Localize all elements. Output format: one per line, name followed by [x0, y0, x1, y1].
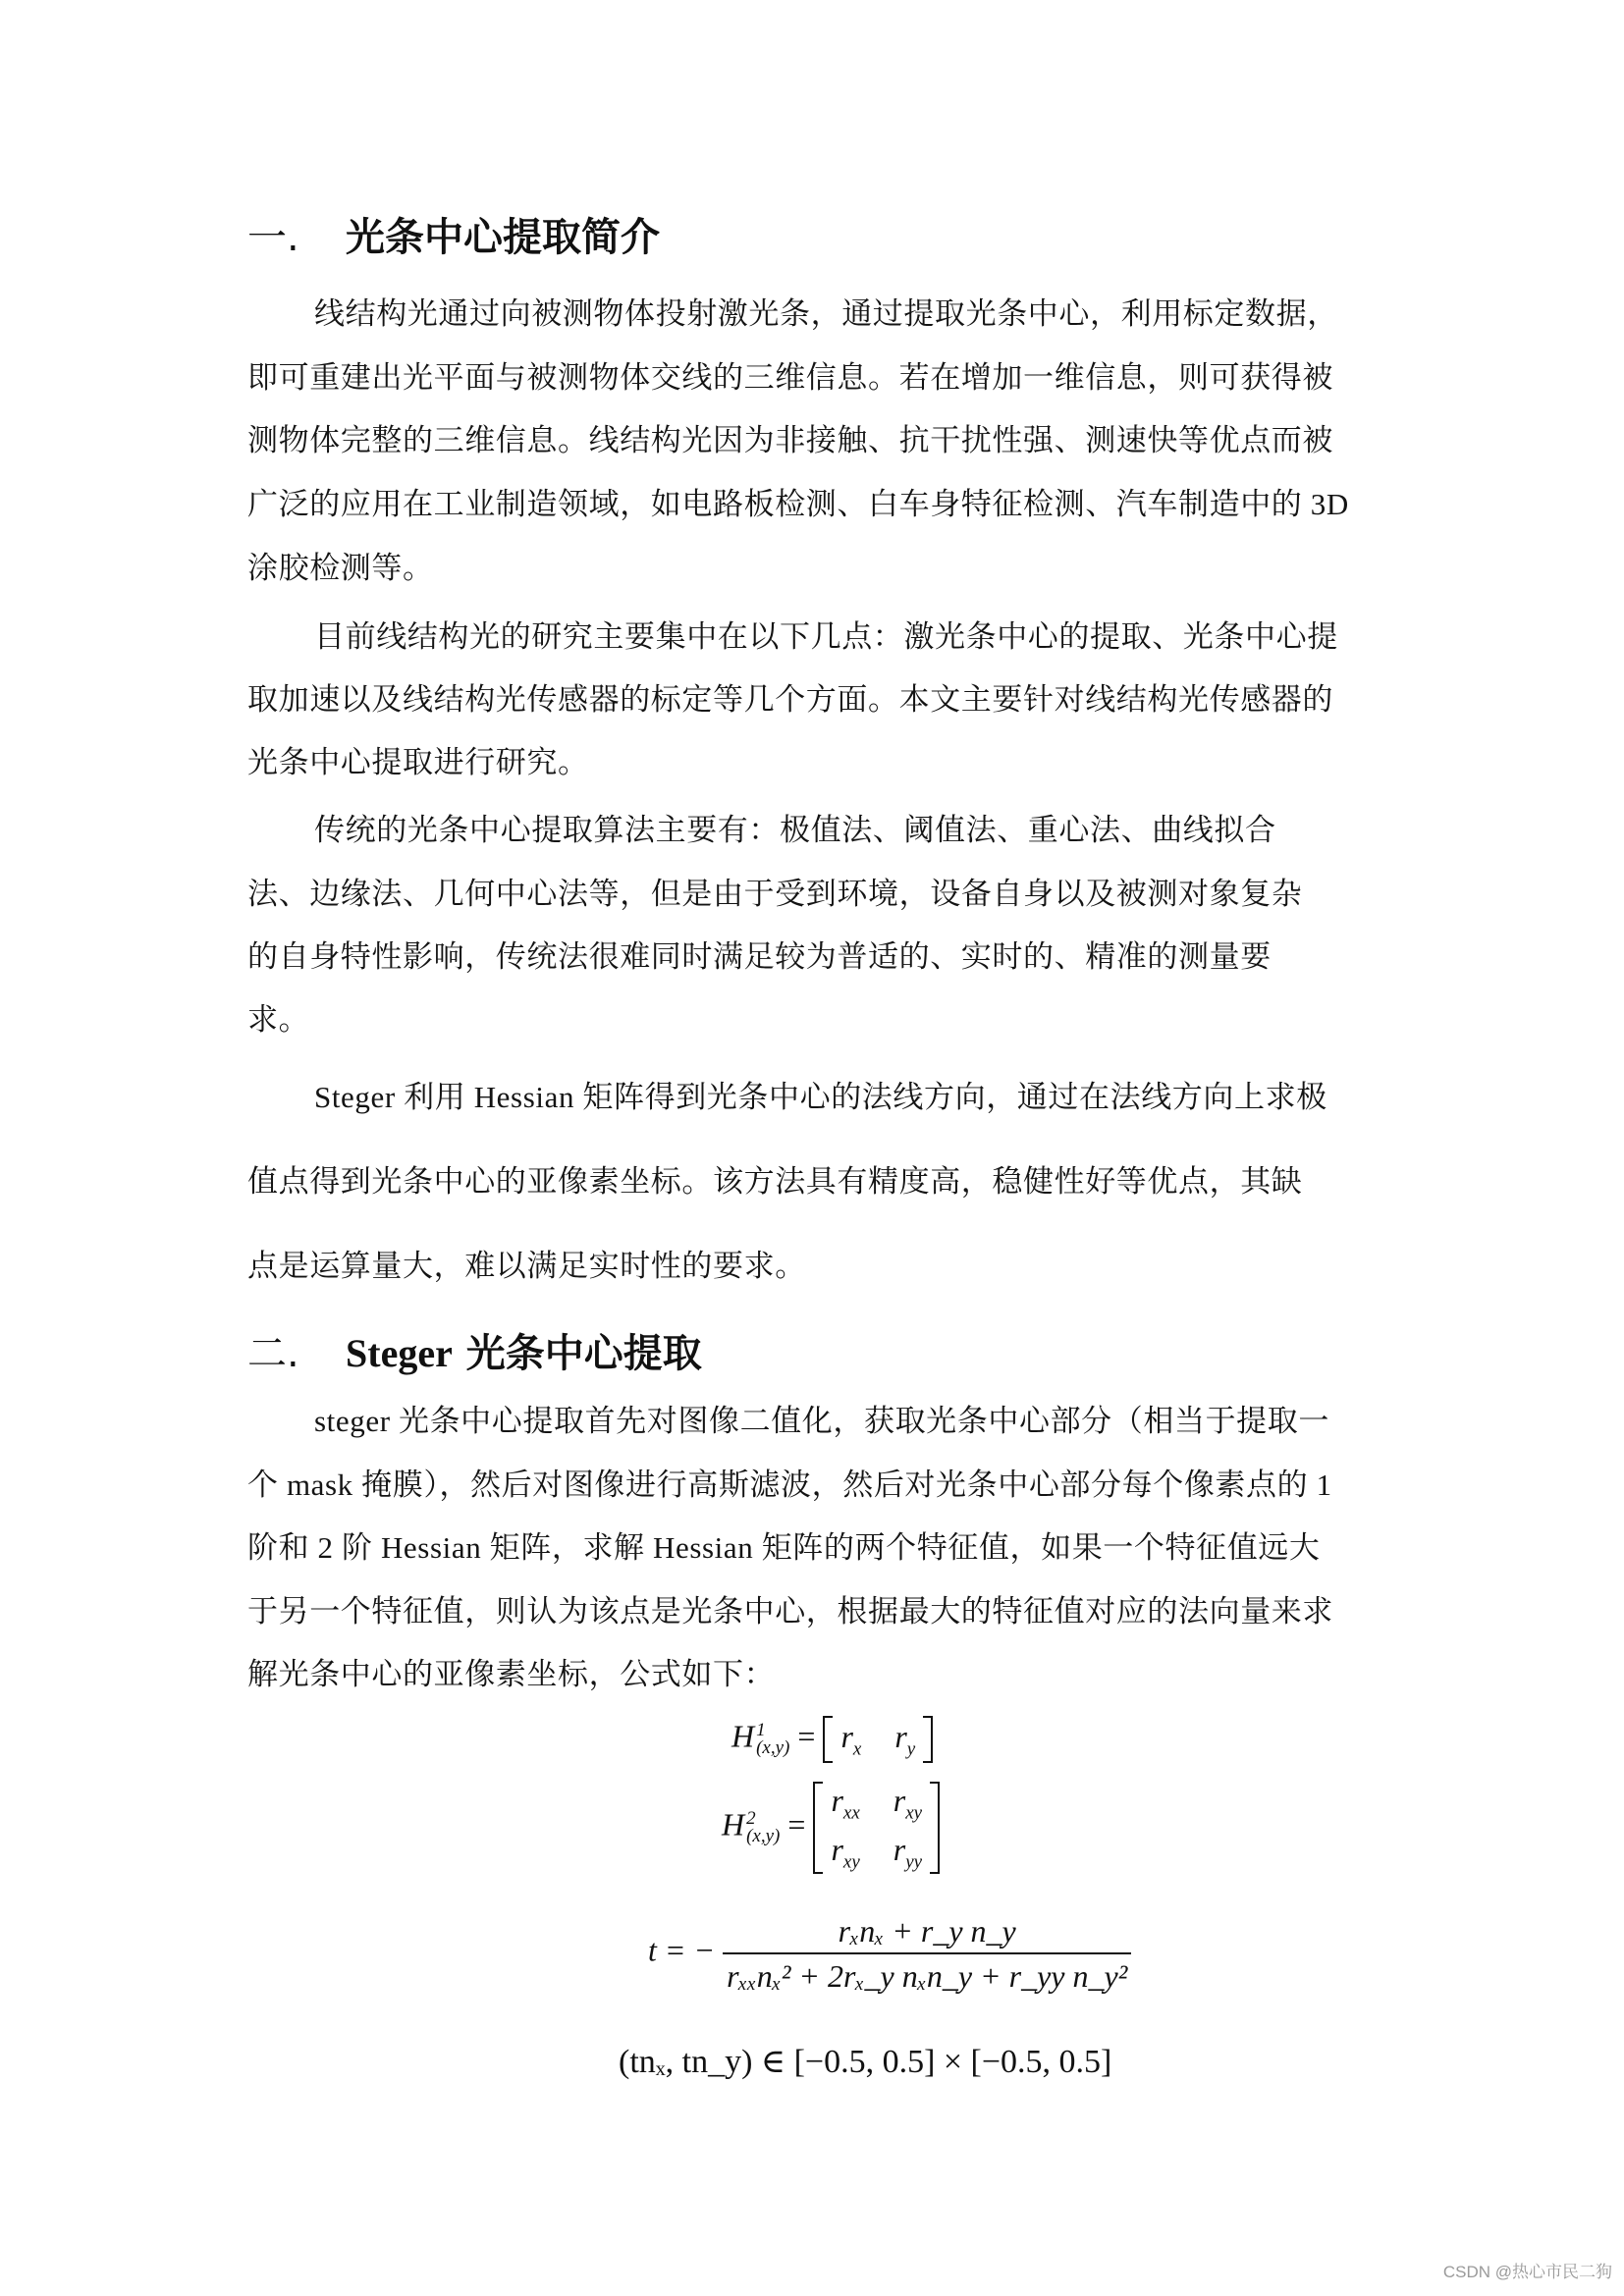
- matrix-cell: r: [831, 1782, 843, 1818]
- matrix-cell: r: [894, 1718, 907, 1754]
- formula-lhs: t = −: [648, 1932, 716, 1968]
- matrix-cell-sub: yy: [905, 1851, 923, 1873]
- formula-t: [648, 1909, 1131, 1998]
- text-line: 传统的光条中心提取算法主要有：极值法、阈值法、重心法、曲线拟合: [314, 813, 1276, 847]
- matrix-cell-sub: xx: [842, 1802, 860, 1823]
- right-bracket-icon: [923, 1716, 933, 1763]
- formula-symbol: H: [722, 1806, 745, 1842]
- matrix-cell: r: [831, 1832, 843, 1867]
- formula-hessian-1: [731, 1716, 933, 1763]
- matrix-cell-sub: xy: [905, 1802, 923, 1823]
- formula-range: [619, 2042, 1111, 2081]
- text-line: 个 mask 掩膜），然后对图像进行高斯滤波，然后对光条中心部分每个像素点的 1: [247, 1468, 1332, 1502]
- text-line: 解光条中心的亚像素坐标，公式如下：: [247, 1657, 776, 1691]
- fraction: [723, 1909, 1131, 1998]
- text-line: 法、边缘法、几何中心法等，但是由于受到环境，设备自身以及被测对象复杂: [247, 877, 1303, 911]
- text-line: 测物体完整的三维信息。线结构光因为非接触、抗干扰性强、测速快等优点而被: [247, 423, 1333, 457]
- formula-sup: 1: [756, 1720, 766, 1740]
- section-1-number: 一.: [247, 215, 299, 260]
- left-bracket-icon: [813, 1782, 823, 1874]
- text-line: 阶和 2 阶 Hessian 矩阵，求解 Hessian 矩阵的两个特征值，如果一个特征值远大: [247, 1530, 1321, 1565]
- formula-sub: (x,y): [746, 1826, 781, 1846]
- section-2-title: 光条中心提取: [465, 1331, 702, 1376]
- text-line: 值点得到光条中心的亚像素坐标。该方法具有精度高，稳健性好等优点，其缺: [247, 1164, 1303, 1199]
- right-bracket-icon: [930, 1782, 940, 1874]
- section-2-heading: [247, 1329, 702, 1378]
- fraction-denominator: rₓₓnₓ² + 2rₓ_y nₓn_y + r_yy n_y²: [727, 1958, 1128, 1994]
- formula-equals: =: [797, 1718, 816, 1754]
- text-line: 线结构光通过向被测物体投射激光条，通过提取光条中心，利用标定数据，: [314, 296, 1338, 331]
- csdn-watermark: CSDN @热心市民二狗: [1442, 2263, 1612, 2281]
- text-line: Steger 利用 Hessian 矩阵得到光条中心的法线方向，通过在法线方向上求极: [314, 1080, 1327, 1114]
- section-1-heading: [247, 213, 660, 262]
- matrix-cell: r: [893, 1782, 906, 1818]
- matrix-cell: r: [893, 1832, 906, 1867]
- text-line: 广泛的应用在工业制造领域，如电路板检测、白车身特征检测、汽车制造中的 3D: [247, 487, 1349, 521]
- formula-range-text: (tnₓ, tn_y) ∈ [−0.5, 0.5] × [−0.5, 0.5]: [619, 2044, 1112, 2080]
- section-2-number: 二.: [247, 1331, 299, 1376]
- text-line: 的自身特性影响，传统法很难同时满足较为普适的、实时的、精准的测量要: [247, 939, 1272, 974]
- text-line: 目前线结构光的研究主要集中在以下几点：激光条中心的提取、光条中心提: [314, 619, 1338, 654]
- text-line: 取加速以及线结构光传感器的标定等几个方面。本文主要针对线结构光传感器的: [247, 682, 1333, 717]
- text-line: 求。: [247, 1002, 310, 1037]
- text-line: 于另一个特征值，则认为该点是光条中心，根据最大的特征值对应的法向量来求: [247, 1594, 1333, 1629]
- fraction-numerator: rₓnₓ + r_y n_y: [838, 1913, 1016, 1949]
- text-line: 光条中心提取进行研究。: [247, 745, 589, 779]
- text-line: 点是运算量大，难以满足实时性的要求。: [247, 1249, 806, 1283]
- matrix-cell: r: [840, 1718, 853, 1754]
- formula-sup: 2: [746, 1808, 756, 1829]
- formula-hessian-2: [722, 1782, 940, 1874]
- section-1-title: 光条中心提取简介: [346, 215, 660, 260]
- text-line: 涂胶检测等。: [247, 551, 434, 585]
- matrix-cell-sub: y: [906, 1738, 916, 1760]
- matrix-cell-sub: xy: [842, 1851, 860, 1873]
- formula-sub: (x,y): [756, 1737, 790, 1758]
- section-2-title-latin: Steger: [346, 1331, 453, 1375]
- formula-symbol: H: [731, 1718, 755, 1754]
- text-line: 即可重建出光平面与被测物体交线的三维信息。若在增加一维信息，则可获得被: [247, 360, 1333, 395]
- matrix-cell-sub: x: [852, 1738, 862, 1760]
- formula-equals: =: [787, 1806, 806, 1842]
- text-line: steger 光条中心提取首先对图像二值化，获取光条中心部分（相当于提取一: [314, 1404, 1329, 1438]
- left-bracket-icon: [823, 1716, 833, 1763]
